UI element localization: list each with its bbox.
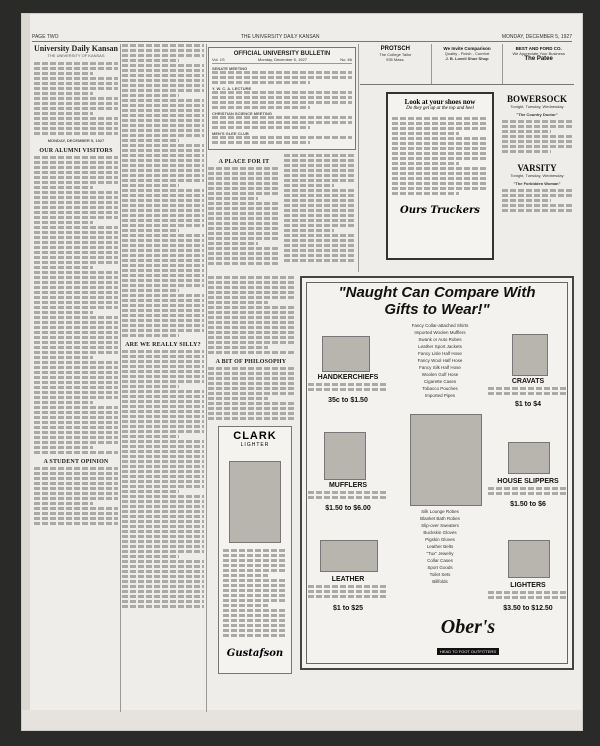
page-edge-left bbox=[22, 14, 30, 730]
item-name: LIGHTERS bbox=[510, 582, 546, 589]
obers-logo bbox=[410, 616, 526, 654]
muffler-image bbox=[324, 432, 366, 480]
ad-lovell-shoe bbox=[432, 44, 504, 84]
bulletin-item: Y. W. C. A. LECTURE bbox=[212, 86, 252, 91]
handkerchief-image bbox=[322, 336, 370, 372]
theatre-dates: Tonight, Tuesday, Wednesday bbox=[510, 173, 564, 178]
item-price: $1 to $25 bbox=[333, 605, 363, 612]
mufflers-caption bbox=[308, 482, 388, 512]
bulletin-vol: Vol. 1S bbox=[212, 57, 225, 62]
page-edge-bottom bbox=[22, 710, 582, 730]
bulletin-dateline bbox=[212, 57, 352, 64]
ad-line: The College Tailor bbox=[379, 52, 412, 57]
official-bulletin bbox=[208, 47, 356, 150]
bulletin-item: CHRISTIAN SCIENCE MEETING bbox=[212, 111, 273, 116]
headline-student-opinion: A STUDENT OPINION bbox=[43, 459, 109, 465]
shoe-ad-headline: Look at your shoes now bbox=[404, 98, 476, 106]
gift-item: Blanket Bath Robes bbox=[420, 516, 460, 521]
clark-title: CLARK bbox=[233, 430, 277, 442]
gift-item: Buckskin Gloves bbox=[423, 530, 457, 535]
item-name: HOUSE SLIPPERS bbox=[497, 478, 559, 485]
page-number: PAGE TWO bbox=[32, 34, 59, 40]
column-2 bbox=[122, 44, 204, 712]
gift-item: Fancy Lisle Half Hose bbox=[418, 351, 462, 356]
ad-protsch bbox=[360, 44, 432, 84]
page-header bbox=[32, 34, 572, 42]
slipper-image bbox=[508, 442, 550, 474]
item-name: MUFFLERS bbox=[328, 482, 368, 489]
gift-item: Sport Goods bbox=[427, 565, 453, 570]
shoe-ad-logo: Ours Truckers bbox=[400, 205, 480, 216]
ad-line: We Appreciate Your Business bbox=[512, 51, 565, 56]
lighter-image bbox=[508, 540, 550, 578]
column-rule bbox=[120, 44, 121, 712]
gift-list-bottom bbox=[398, 508, 482, 585]
item-name: LEATHER bbox=[331, 576, 365, 583]
clark-lighter-ad bbox=[218, 426, 292, 674]
item-price: $1 to $4 bbox=[514, 401, 542, 408]
masthead-date: MONDAY, DECEMBER 5, 1927 bbox=[47, 138, 105, 143]
bulletin-date: Monday, December 5, 1927 bbox=[257, 57, 307, 62]
gift-item: Billfolds bbox=[432, 579, 448, 584]
ad-best-ford bbox=[503, 44, 574, 84]
gift-item: Cigarette Cases bbox=[423, 379, 457, 384]
ad-line: J. B. Lovell Shoe Shop bbox=[445, 56, 489, 61]
theatre-name: VARSITY bbox=[517, 163, 557, 173]
gift-item: Woolen Golf Hose bbox=[421, 372, 459, 377]
item-price: 35c to $1.50 bbox=[328, 397, 368, 404]
gift-item: Leather Belts bbox=[426, 544, 454, 549]
ad-title: PROTSCH bbox=[380, 46, 410, 52]
robe-figure-image bbox=[410, 414, 482, 506]
leather-caption bbox=[308, 576, 388, 612]
bulletin-item: MEN'S GLEE CLUB bbox=[212, 131, 249, 136]
clark-sub: LIGHTER bbox=[240, 442, 270, 448]
shoe-ad-sub: Do they get up at the top and heel bbox=[406, 106, 474, 111]
ad-line: Quality - Finish - Comfort bbox=[444, 51, 490, 56]
gift-item: Imported Woolen Mufflers bbox=[414, 330, 466, 335]
store-tagline: HEAD TO FOOT OUTFITTERS bbox=[437, 648, 499, 655]
bulletin-no: No. 66 bbox=[340, 57, 352, 62]
gift-item: Fancy Collar-attached Shirts bbox=[411, 323, 469, 328]
item-price: $3.50 to $12.50 bbox=[503, 605, 553, 612]
gift-item: Fancy Silk Half Hose bbox=[419, 365, 461, 370]
paper-name: THE UNIVERSITY DAILY KANSAN bbox=[240, 34, 320, 40]
item-price: $1.50 to $6 bbox=[510, 501, 546, 508]
gift-list-top bbox=[398, 322, 482, 399]
column-3 bbox=[208, 44, 356, 272]
ad-title: We Invite Comparison bbox=[443, 46, 491, 51]
ad-line: 935 Mass. bbox=[386, 57, 405, 62]
ad-title: BEST AND FORD CO. bbox=[515, 46, 562, 51]
obers-gift-ad bbox=[300, 276, 574, 670]
theatre-dates: Tonight, Tuesday, Wednesday bbox=[510, 104, 564, 109]
column-rule bbox=[206, 44, 207, 712]
gift-item: Fancy Wool Half Hose bbox=[417, 358, 463, 363]
cravats-caption bbox=[488, 378, 568, 408]
gift-item: Leather Sport Jackets bbox=[418, 344, 462, 349]
headline-silly: ARE WE REALLY SILLY? bbox=[125, 342, 201, 348]
leather-image bbox=[320, 540, 378, 572]
item-name: HANDKERCHIEFS bbox=[317, 374, 379, 381]
item-price: $1.50 to $6.00 bbox=[325, 505, 371, 512]
lighter-image bbox=[229, 461, 281, 543]
headline-alumni: OUR ALUMNI VISITORS bbox=[39, 148, 113, 154]
top-ad-strip bbox=[360, 44, 574, 85]
headline-philosophy: A BIT OF PHILOSOPHY bbox=[215, 359, 287, 365]
column-1 bbox=[34, 44, 118, 712]
newspaper-page bbox=[22, 14, 582, 730]
ad-title: The Patee bbox=[524, 56, 553, 62]
gift-item: Swank or Auto Robes bbox=[418, 337, 462, 342]
slippers-caption bbox=[488, 478, 568, 508]
theatre-listings bbox=[502, 90, 572, 270]
gift-item: Pigskin Gloves bbox=[425, 537, 455, 542]
bulletin-title: OFFICIAL UNIVERSITY BULLETIN bbox=[233, 51, 331, 57]
theatre-name: BOWERSOCK bbox=[506, 94, 567, 104]
page-date: MONDAY, DECEMBER 5, 1927 bbox=[501, 34, 572, 40]
column-3-lower bbox=[208, 276, 294, 422]
gift-item: "Tux" Jewelry bbox=[426, 551, 454, 556]
gustafson-signature: Gustafson bbox=[226, 648, 284, 659]
theatre-show: "The Country Doctor" bbox=[516, 112, 558, 117]
gift-item: Silk Lounge Robes bbox=[421, 509, 459, 514]
bulletin-item: SENATE MEETING bbox=[212, 66, 248, 71]
handkerchiefs-caption bbox=[308, 374, 388, 404]
cravat-image bbox=[512, 334, 548, 376]
gift-item: Collar Cases bbox=[427, 558, 453, 563]
lighters-caption bbox=[488, 582, 568, 612]
headline-place: A PLACE FOR IT bbox=[218, 159, 270, 165]
gift-item: Imported Pipes bbox=[424, 393, 456, 398]
masthead-title: University Daily Kansan bbox=[34, 44, 118, 53]
ad-headline: "Naught Can Compare With Gifts to Wear!" bbox=[338, 284, 536, 318]
gift-item: Tobacco Pouches bbox=[422, 386, 458, 391]
store-name: Ober's bbox=[440, 616, 496, 638]
gift-item: Slip-over Sweaters bbox=[421, 523, 459, 528]
theatre-show: "The Forbidden Woman" bbox=[513, 181, 561, 186]
shoe-ad bbox=[386, 92, 494, 260]
item-name: CRAVATS bbox=[511, 378, 545, 385]
column-rule bbox=[358, 44, 359, 272]
gift-item: Toilet Sets bbox=[429, 572, 451, 577]
masthead-sub: THE UNIVERSITY OF KANSAS bbox=[47, 53, 105, 58]
